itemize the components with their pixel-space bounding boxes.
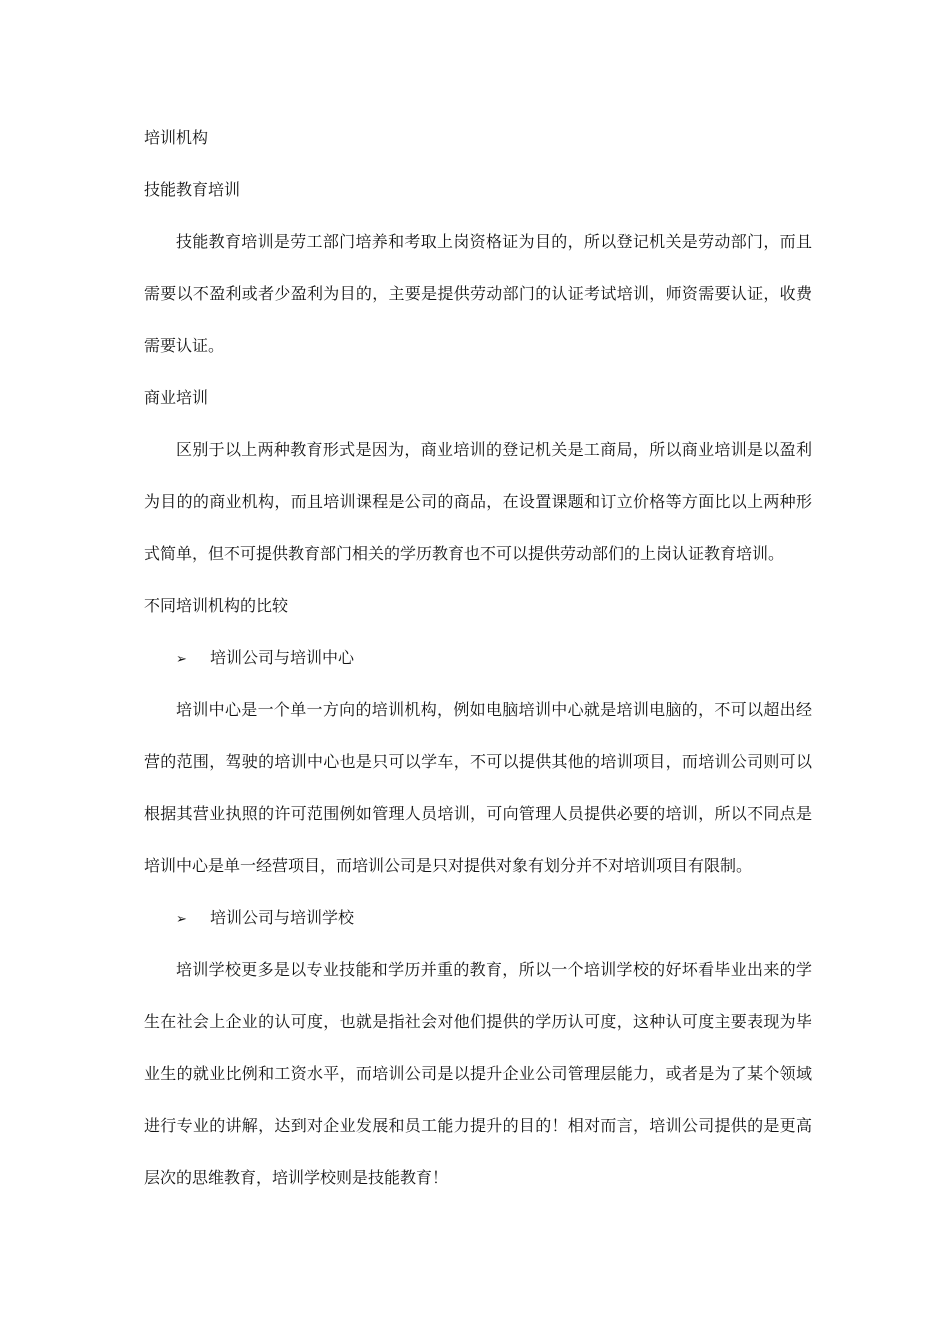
section-heading-commercial-training: 商业培训 — [144, 388, 209, 407]
paragraph-commercial-training: 区别于以上两种教育形式是因为，商业培训的登记机关是工商局，所以商业培训是以盈利为目的的商业机构，而且培训课程是公司的商品，在设置课题和订立价格等方面比以上两种形式简单，但不可提供教育部门相关的学历教育也不可以提供劳动部们的上岗认证教育培训。 — [144, 440, 812, 563]
arrow-bullet-icon: ➢ — [176, 652, 187, 667]
paragraph-company-vs-center: 培训中心是一个单一方向的培训机构，例如电脑培训中心就是培训电脑的，不可以超出经营的范围，驾驶的培训中心也是只可以学车，不可以提供其他的培训项目，而培训公司则可以根据其营业执照的许可范围例如管理人员培训，可向管理人员提供必要的培训，所以不同点是培训中心是单一经营项目，而培训公司是只对提供对象有划分并不对培训项目有限制。 — [144, 700, 812, 875]
bullet-label-company-vs-school: 培训公司与培训学校 — [210, 908, 355, 927]
document-title: 培训机构 — [144, 128, 209, 147]
arrow-bullet-icon: ➢ — [176, 912, 187, 927]
section-heading-skill-training: 技能教育培训 — [144, 180, 241, 199]
bullet-item-company-vs-school — [144, 892, 812, 944]
bullet-label-company-vs-center: 培训公司与培训中心 — [210, 648, 355, 667]
document-page — [144, 112, 812, 1204]
paragraph-skill-training: 技能教育培训是劳工部门培养和考取上岗资格证为目的，所以登记机关是劳动部门，而且需要以不盈利或者少盈利为目的，主要是提供劳动部门的认证考试培训，师资需要认证，收费需要认证。 — [144, 232, 812, 355]
section-heading-comparison: 不同培训机构的比较 — [144, 596, 289, 615]
bullet-item-company-vs-center — [144, 632, 812, 684]
paragraph-company-vs-school: 培训学校更多是以专业技能和学历并重的教育，所以一个培训学校的好坏看毕业出来的学生在社会上企业的认可度，也就是指社会对他们提供的学历认可度，这种认可度主要表现为毕业生的就业比例和工资水平，而培训公司是以提升企业公司管理层能力，或者是为了某个领域进行专业的讲解，达到对企业发展和员工能力提升的目的！相对而言，培训公司提供的是更高层次的思维教育，培训学校则是技能教育！ — [144, 960, 812, 1187]
